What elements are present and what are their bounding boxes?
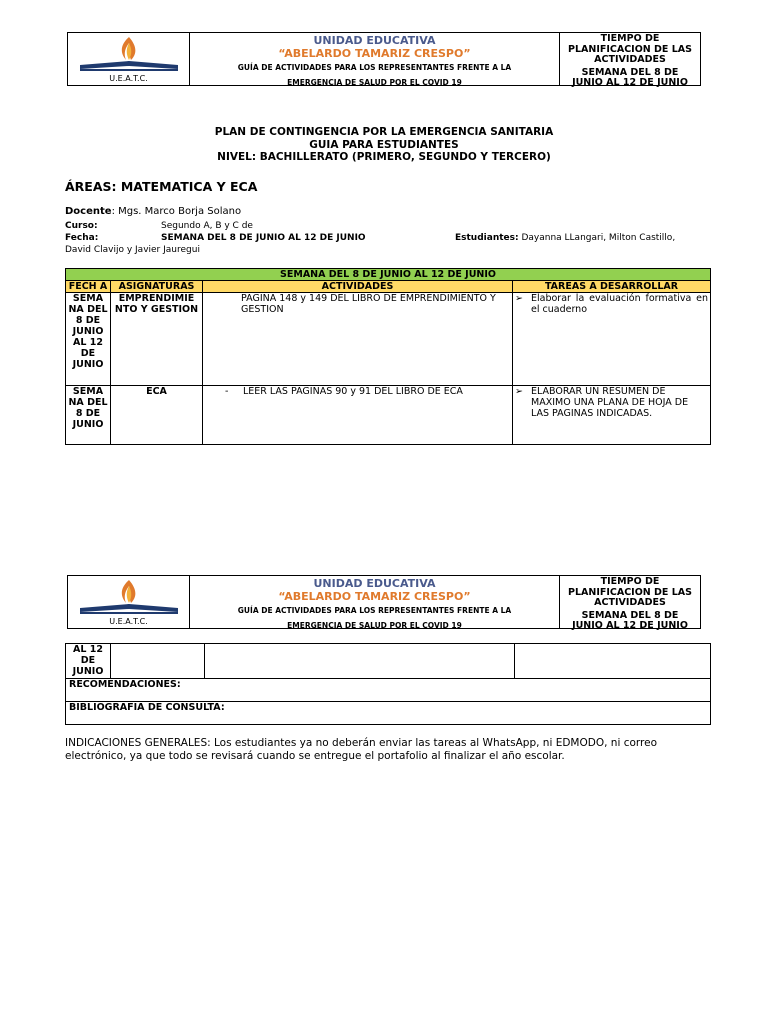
school-name-line2: “ABELARDO TAMARIZ CRESPO” bbox=[278, 47, 471, 60]
row2-tarea: ELABORAR UN RESUMEN DE MAXIMO UNA PLANA DE HOJA DE LAS PAGINAS INDICADAS. bbox=[531, 386, 689, 419]
title-line1: PLAN DE CONTINGENCIA POR LA EMERGENCIA SANITARIA bbox=[214, 126, 554, 138]
title-line3: NIVEL: BACHILLERATO (PRIMERO, SEGUNDO Y TERCERO) bbox=[217, 151, 551, 163]
page-header-2 bbox=[67, 575, 701, 629]
col-actividades: ACTIVIDADES bbox=[203, 281, 513, 293]
indicaciones-generales: INDICACIONES GENERALES: Los estudiantes ya no deberán enviar las tareas al WhatsApp, ni EDMODO, ni correo electrónico, ya que todo se revisará cuando se entregue el portafolio al finalizar el año escolar. bbox=[65, 737, 657, 762]
logo-caption: U.E.A.T.C. bbox=[109, 74, 148, 83]
document-title bbox=[0, 126, 768, 164]
school-logo bbox=[68, 576, 190, 628]
col-asignaturas: ASIGNATURAS bbox=[111, 281, 203, 293]
guide-line2: EMERGENCIA DE SALUD POR EL COVID 19 bbox=[287, 621, 462, 630]
docente-label: Docente bbox=[65, 206, 112, 217]
row2-fecha: SEMA NA DEL 8 DE JUNIO bbox=[66, 386, 111, 445]
row1-asignatura: EMPRENDIMIE NTO Y GESTION bbox=[111, 293, 203, 386]
table-row bbox=[66, 679, 711, 702]
estudiantes-line bbox=[455, 233, 675, 243]
planning-line1: TIEMPO DE bbox=[600, 576, 660, 587]
docente-value: : Mgs. Marco Borja Solano bbox=[111, 206, 242, 217]
estudiantes-line2: David Clavijo y Javier Jauregui bbox=[65, 245, 200, 255]
table-header-row bbox=[66, 281, 711, 293]
cont-asignatura bbox=[111, 644, 205, 679]
planning-line2: PLANIFICACION DE LAS bbox=[568, 43, 692, 55]
planning-line2: PLANIFICACION DE LAS bbox=[568, 586, 692, 598]
school-name-line1: UNIDAD EDUCATIVA bbox=[313, 577, 436, 590]
bibliografia-cell: BIBLIOGRAFIA DE CONSULTA: bbox=[66, 702, 711, 725]
dash-bullet: - bbox=[225, 386, 229, 397]
week-line1: SEMANA DEL 8 DE bbox=[581, 66, 679, 78]
flame-book-logo-icon bbox=[68, 576, 190, 616]
row1-fecha: SEMA NA DEL 8 DE JUNIO AL 12 DE JUNIO bbox=[66, 293, 111, 386]
estudiantes-label: Estudiantes: bbox=[455, 233, 519, 243]
fecha-value: SEMANA DEL 8 DE JUNIO AL 12 DE JUNIO bbox=[161, 233, 366, 243]
estudiantes-value: Dayanna LLangari, Milton Castillo, bbox=[518, 233, 676, 243]
row2-actividad: LEER LAS PAGINAS 90 y 91 DEL LIBRO DE ECA bbox=[243, 386, 463, 397]
curso-label: Curso: bbox=[65, 221, 98, 231]
cont-tarea bbox=[515, 644, 711, 679]
cont-actividad bbox=[205, 644, 515, 679]
areas-heading: ÁREAS: MATEMATICA Y ECA bbox=[65, 179, 258, 194]
guide-line1: GUÍA DE ACTIVIDADES PARA LOS REPRESENTANTES FRENTE A LA bbox=[237, 606, 512, 615]
page-header bbox=[67, 32, 701, 86]
logo-caption: U.E.A.T.C. bbox=[109, 617, 148, 626]
school-title-block bbox=[190, 33, 560, 85]
planning-line3: ACTIVIDADES bbox=[594, 54, 666, 65]
docente-line bbox=[65, 206, 241, 217]
recomendaciones-cell: RECOMENDACIONES: bbox=[66, 679, 711, 702]
arrow-bullet-icon: ➢ bbox=[515, 293, 523, 304]
title-line2: GUIA PARA ESTUDIANTES bbox=[309, 138, 459, 151]
guide-line1: GUÍA DE ACTIVIDADES PARA LOS REPRESENTANTES FRENTE A LA bbox=[237, 63, 512, 72]
flame-book-logo-icon bbox=[68, 33, 190, 73]
table-row bbox=[66, 293, 711, 386]
continuation-table bbox=[65, 643, 711, 725]
week-line1: SEMANA DEL 8 DE bbox=[581, 609, 679, 621]
row2-tarea-cell bbox=[513, 386, 711, 445]
row1-tarea-cell bbox=[513, 293, 711, 386]
table-row bbox=[66, 644, 711, 679]
activities-table bbox=[65, 268, 711, 445]
planning-block bbox=[560, 33, 700, 88]
row1-tarea: Elaborar la evaluación formativa en el cuaderno bbox=[531, 293, 708, 315]
cont-fecha: AL 12 DE JUNIO bbox=[66, 644, 111, 679]
table-row bbox=[66, 702, 711, 725]
fecha-label: Fecha: bbox=[65, 233, 99, 243]
school-title-block bbox=[190, 576, 560, 628]
row2-actividad-cell bbox=[203, 386, 513, 445]
week-line2: JUNIO AL 12 DE JUNIO bbox=[572, 620, 688, 631]
planning-block bbox=[560, 576, 700, 631]
week-line2: JUNIO AL 12 DE JUNIO bbox=[572, 77, 688, 88]
col-fecha: FECH A bbox=[66, 281, 111, 293]
table-row bbox=[66, 386, 711, 445]
school-name-line1: UNIDAD EDUCATIVA bbox=[313, 34, 436, 47]
row1-actividad: PAGINA 148 y 149 DEL LIBRO DE EMPRENDIMIENTO Y GESTION bbox=[203, 293, 513, 386]
school-name-line2: “ABELARDO TAMARIZ CRESPO” bbox=[278, 590, 471, 603]
row2-asignatura: ECA bbox=[111, 386, 203, 445]
school-logo bbox=[68, 33, 190, 85]
col-tareas: TAREAS A DESARROLLAR bbox=[513, 281, 711, 293]
arrow-bullet-icon: ➢ bbox=[515, 386, 523, 397]
curso-value: Segundo A, B y C de bbox=[161, 221, 253, 231]
guide-line2: EMERGENCIA DE SALUD POR EL COVID 19 bbox=[287, 78, 462, 87]
week-header-cell: SEMANA DEL 8 DE JUNIO AL 12 DE JUNIO bbox=[66, 269, 711, 281]
planning-line1: TIEMPO DE bbox=[600, 33, 660, 44]
planning-line3: ACTIVIDADES bbox=[594, 597, 666, 608]
